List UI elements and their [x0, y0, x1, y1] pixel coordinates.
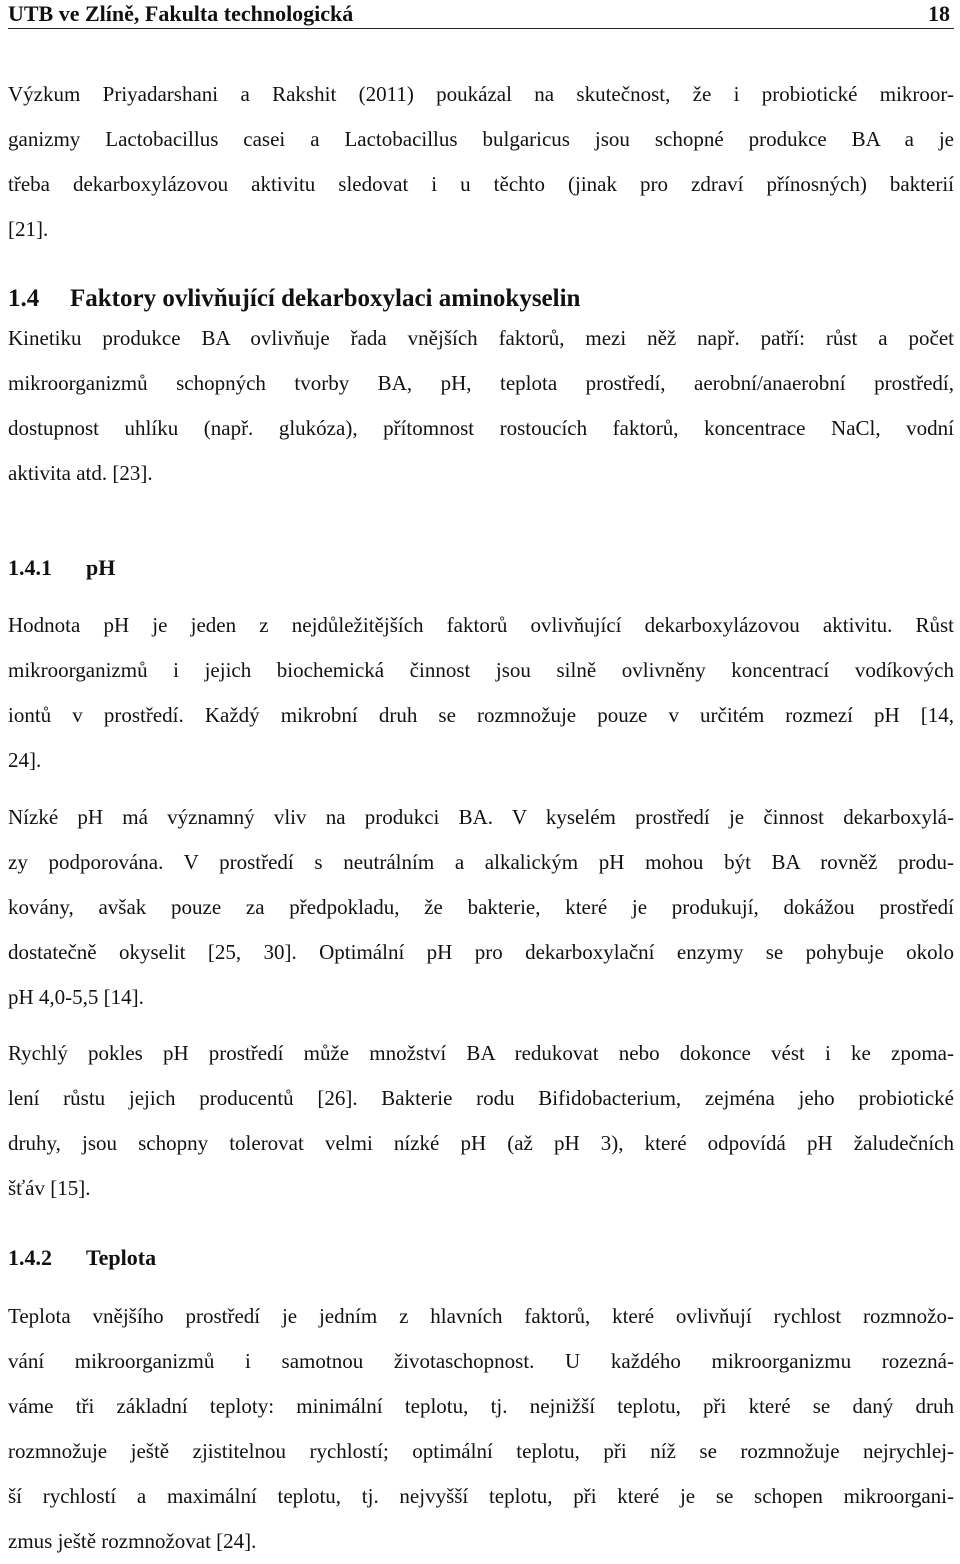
text-line: Hodnota pH je jeden z nejdůležitějších faktorů ovlivňující dekarboxylázovou aktivitu. Růst: [8, 613, 954, 637]
text-line: vání mikroorganizmů i samotnou životaschopnost. U každého mikroorganizmu rozezná-: [8, 1349, 954, 1373]
text-line: dostupnost uhlíku (např. glukóza), přítomnost rostoucích faktorů, koncentrace NaCl, vodní: [8, 416, 954, 440]
text-line: třeba dekarboxylázovou aktivitu sledovat i u těchto (jinak pro zdraví přínosných) bakterií: [8, 172, 954, 196]
text-line: 24].: [8, 748, 42, 772]
section-title: pH: [86, 555, 116, 580]
text-line: [21].: [8, 217, 49, 241]
text-line: pH 4,0-5,5 [14].: [8, 985, 144, 1009]
text-line: mikroorganizmů schopných tvorby BA, pH, teplota prostředí, aerobní/anaerobní prostředí,: [8, 371, 954, 395]
paragraph-factors: [8, 316, 954, 496]
section-number: 1.4.2: [8, 1245, 52, 1270]
page-number: 18: [928, 1, 950, 26]
text-line: ší rychlostí a maximální teplotu, tj. nejvyšší teplotu, při které je se schopen mikroorgani-: [8, 1484, 954, 1508]
page-header: [8, 0, 954, 29]
section-heading-1-4-1: [8, 555, 115, 581]
text-line: druhy, jsou schopny tolerovat velmi nízké pH (až pH 3), které odpovídá pH žaludečních: [8, 1131, 954, 1155]
text-line: Rychlý pokles pH prostředí může množství BA redukovat nebo dokonce vést i ke zpoma-: [8, 1041, 954, 1065]
paragraph-temperature: [8, 1294, 954, 1564]
text-line: ganizmy Lactobacillus casei a Lactobacillus bulgaricus jsou schopné produkce BA a je: [8, 127, 954, 151]
text-line: aktivita atd. [23].: [8, 461, 153, 485]
text-line: váme tři základní teploty: minimální teplotu, tj. nejnižší teplotu, při které se daný druh: [8, 1394, 954, 1418]
text-line: Nízké pH má významný vliv na produkci BA. V kyselém prostředí je činnost dekarboxylá-: [8, 805, 954, 829]
header-title: UTB ve Zlíně, Fakulta technologická: [8, 1, 354, 26]
text-line: kovány, avšak pouze za předpokladu, že bakterie, které je produkují, dokážou prostředí: [8, 895, 954, 919]
paragraph-ph-1: [8, 603, 954, 783]
text-line: Výzkum Priyadarshani a Rakshit (2011) poukázal na skutečnost, že i probiotické mikroor-: [8, 82, 954, 106]
paragraph-ph-3: [8, 1031, 954, 1211]
text-line: zy podporována. V prostředí s neutrálním a alkalickým pH mohou být BA rovněž produ-: [8, 850, 954, 874]
paragraph-ph-2: [8, 795, 954, 1020]
section-heading-1-4: [8, 285, 580, 313]
paragraph-intro: [8, 72, 954, 252]
text-line: Teplota vnějšího prostředí je jedním z hlavních faktorů, které ovlivňují rychlost rozmnožo-: [8, 1304, 954, 1328]
section-heading-1-4-2: [8, 1245, 156, 1271]
text-line: rozmnožuje ještě zjistitelnou rychlostí; optimální teplotu, při níž se rozmnožuje nejrychlej-: [8, 1439, 954, 1463]
section-number: 1.4.1: [8, 555, 52, 580]
text-line: Kinetiku produkce BA ovlivňuje řada vnějších faktorů, mezi něž např. patří: růst a počet: [8, 326, 954, 350]
text-line: mikroorganizmů i jejich biochemická činnost jsou silně ovlivněny koncentrací vodíkových: [8, 658, 954, 682]
text-line: lení růstu jejich producentů [26]. Bakterie rodu Bifidobacterium, zejména jeho probiotické: [8, 1086, 954, 1110]
text-line: zmus ještě rozmnožovat [24].: [8, 1529, 257, 1553]
text-line: dostatečně okyselit [25, 30]. Optimální pH pro dekarboxylační enzymy se pohybuje okolo: [8, 940, 954, 964]
section-title: Teplota: [86, 1245, 157, 1270]
text-line: iontů v prostředí. Každý mikrobní druh se rozmnožuje pouze v určitém rozmezí pH [14,: [8, 703, 954, 727]
section-title: Faktory ovlivňující dekarboxylaci aminokyselin: [70, 285, 581, 312]
section-number: 1.4: [8, 285, 40, 312]
text-line: šťáv [15].: [8, 1176, 91, 1200]
